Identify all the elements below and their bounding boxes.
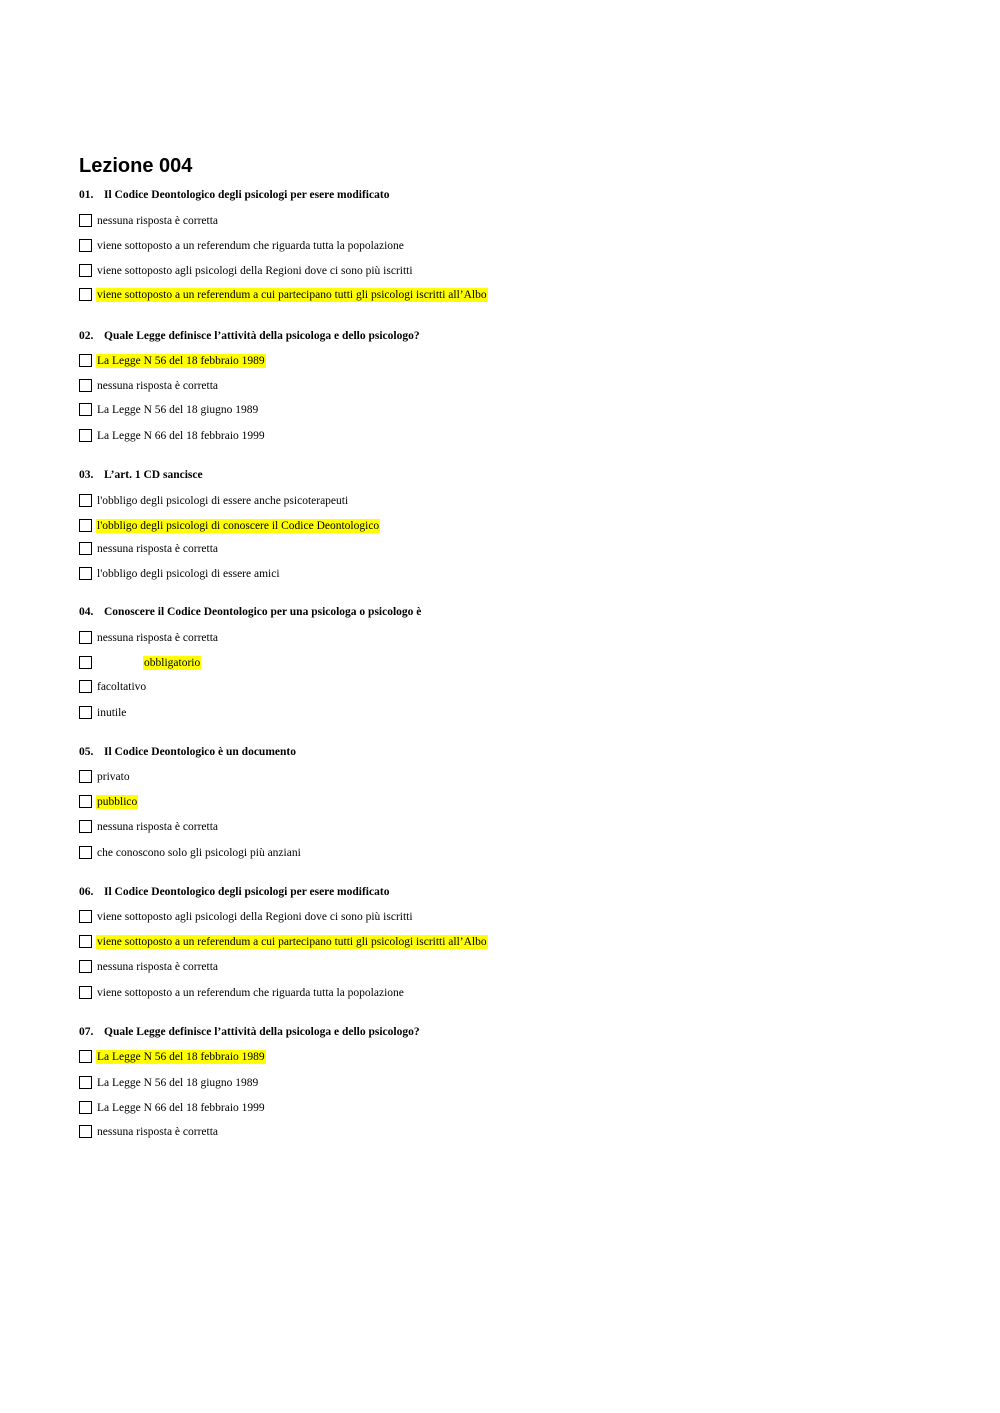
- highlighted-answer-label: l'obbligo degli psicologi di conoscere il Codice Deontologico: [97, 520, 380, 532]
- answer-label: La Legge N 66 del 18 febbraio 1999: [97, 430, 265, 442]
- answer-checkbox[interactable]: [79, 795, 92, 808]
- answer-checkbox[interactable]: [79, 567, 92, 580]
- answer-checkbox[interactable]: [79, 1125, 92, 1138]
- answer-label: nessuna risposta è corretta: [97, 821, 219, 833]
- answer-checkbox[interactable]: [79, 846, 92, 859]
- question-number: 01.: [79, 189, 94, 201]
- highlighted-answer-label: La Legge N 56 del 18 febbraio 1989: [97, 1051, 265, 1063]
- answer-checkbox[interactable]: [79, 494, 92, 507]
- question-5: [79, 745, 296, 759]
- answer-checkbox[interactable]: [79, 770, 92, 783]
- answer-checkbox[interactable]: [79, 519, 92, 532]
- question-text: Il Codice Deontologico degli psicologi per esere modificato: [104, 886, 390, 898]
- question-text: Quale Legge definisce l’attività della psicologa e dello psicologo?: [104, 1026, 420, 1038]
- question-number: 02.: [79, 330, 94, 342]
- answer-checkbox[interactable]: [79, 680, 92, 693]
- answer-label: nessuna risposta è corretta: [97, 632, 219, 644]
- highlighted-answer-label: pubblico: [97, 796, 138, 808]
- answer-checkbox[interactable]: [79, 820, 92, 833]
- answer-checkbox[interactable]: [79, 910, 92, 923]
- highlighted-answer-label: viene sottoposto a un referendum a cui partecipano tutti gli psicologi iscritti all’Albo: [97, 289, 487, 301]
- question-text: Il Codice Deontologico degli psicologi per esere modificato: [104, 189, 390, 201]
- answer-label: nessuna risposta è corretta: [97, 380, 219, 392]
- answer-label: nessuna risposta è corretta: [97, 215, 219, 227]
- answer-label: viene sottoposto a un referendum che riguarda tutta la popolazione: [97, 987, 404, 999]
- answer-label: nessuna risposta è corretta: [97, 1126, 219, 1138]
- question-2: [79, 329, 420, 343]
- answer-checkbox[interactable]: [79, 706, 92, 719]
- question-4: [79, 605, 421, 619]
- answer-checkbox[interactable]: [79, 960, 92, 973]
- highlighted-answer-label: viene sottoposto a un referendum a cui partecipano tutti gli psicologi iscritti all’Albo: [97, 936, 487, 948]
- answer-checkbox[interactable]: [79, 429, 92, 442]
- answer-checkbox[interactable]: [79, 986, 92, 999]
- highlighted-answer-label: obbligatorio: [144, 657, 201, 669]
- answer-label: facoltativo: [97, 681, 147, 693]
- question-number: 07.: [79, 1026, 94, 1038]
- answer-checkbox[interactable]: [79, 656, 92, 669]
- question-text: Conoscere il Codice Deontologico per una psicologa o psicologo è: [104, 606, 422, 618]
- question-7: [79, 1025, 420, 1039]
- answer-label: inutile: [97, 707, 127, 719]
- page-title: Lezione 004: [79, 155, 193, 177]
- answer-label: nessuna risposta è corretta: [97, 961, 219, 973]
- answer-label: La Legge N 66 del 18 febbraio 1999: [97, 1102, 265, 1114]
- answer-label: che conoscono solo gli psicologi più anziani: [97, 847, 301, 859]
- answer-checkbox[interactable]: [79, 935, 92, 948]
- answer-checkbox[interactable]: [79, 379, 92, 392]
- answer-label: privato: [97, 771, 130, 783]
- answer-label: l'obbligo degli psicologi di essere amici: [97, 568, 280, 580]
- answer-label: nessuna risposta è corretta: [97, 543, 219, 555]
- answer-label: viene sottoposto a un referendum che riguarda tutta la popolazione: [97, 240, 404, 252]
- question-number: 04.: [79, 606, 94, 618]
- answer-checkbox[interactable]: [79, 631, 92, 644]
- answer-checkbox[interactable]: [79, 264, 92, 277]
- answer-checkbox[interactable]: [79, 214, 92, 227]
- question-number: 03.: [79, 469, 94, 481]
- question-3: [79, 468, 203, 482]
- question-6: [79, 885, 389, 899]
- answer-checkbox[interactable]: [79, 288, 92, 301]
- answer-label: La Legge N 56 del 18 giugno 1989: [97, 404, 259, 416]
- answer-checkbox[interactable]: [79, 1076, 92, 1089]
- answer-checkbox[interactable]: [79, 354, 92, 367]
- answer-checkbox[interactable]: [79, 542, 92, 555]
- answer-checkbox[interactable]: [79, 239, 92, 252]
- question-number: 05.: [79, 746, 94, 758]
- question-text: Il Codice Deontologico è un documento: [104, 746, 296, 758]
- answer-label: l'obbligo degli psicologi di essere anche psicoterapeuti: [97, 495, 349, 507]
- answer-checkbox[interactable]: [79, 1050, 92, 1063]
- question-text: Quale Legge definisce l’attività della psicologa e dello psicologo?: [104, 330, 420, 342]
- question-text: L’art. 1 CD sancisce: [104, 469, 203, 481]
- highlighted-answer-label: La Legge N 56 del 18 febbraio 1989: [97, 355, 265, 367]
- answer-label: La Legge N 56 del 18 giugno 1989: [97, 1077, 259, 1089]
- answer-label: viene sottoposto agli psicologi della Regioni dove ci sono più iscritti: [97, 911, 413, 923]
- answer-checkbox[interactable]: [79, 403, 92, 416]
- answer-label: viene sottoposto agli psicologi della Regioni dove ci sono più iscritti: [97, 265, 413, 277]
- question-1: [79, 188, 389, 202]
- question-number: 06.: [79, 886, 94, 898]
- answer-checkbox[interactable]: [79, 1101, 92, 1114]
